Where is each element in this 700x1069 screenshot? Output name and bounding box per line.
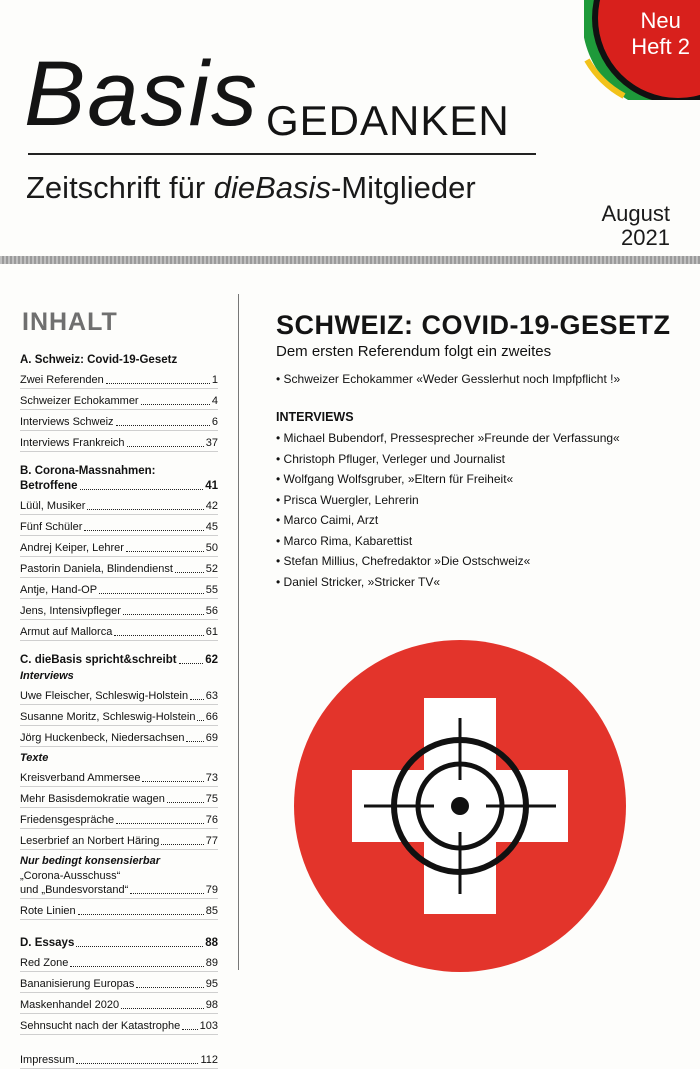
- toc-section-b: [20, 464, 218, 641]
- cover-teaser: • Schweizer Echokammer «Weder Gesslerhut noch Impfpflicht !»: [276, 372, 621, 386]
- toc-entry-title: und „Bundesvorstand“: [20, 884, 129, 896]
- cover-story: [276, 310, 686, 592]
- toc-entry-title: Interviews Schweiz: [20, 416, 114, 428]
- toc-section-title: B. Corona-Massnahmen:: [20, 465, 156, 477]
- toc-entry-page: 37: [205, 437, 218, 449]
- issue-date: [602, 202, 671, 250]
- toc-entry[interactable]: [20, 771, 218, 787]
- magazine-subtitle: [26, 170, 476, 206]
- masthead-rule: [28, 153, 536, 155]
- toc-entry-title: Susanne Moritz, Schleswig-Holstein: [20, 711, 196, 723]
- toc-subheading: Nur bedingt konsensierbar: [20, 855, 160, 867]
- toc-entry-title: Jens, Intensivpfleger: [20, 605, 121, 617]
- toc-entry[interactable]: [20, 710, 218, 726]
- badge-line-new: Neu: [640, 8, 681, 33]
- toc-entry-title: Jörg Huckenbeck, Niedersachsen: [20, 732, 185, 744]
- toc-entry-title: Red Zone: [20, 957, 69, 969]
- header-divider: [0, 256, 700, 264]
- interview-item: • Michael Bubendorf, Pressesprecher »Freunde der Verfassung«: [276, 431, 620, 445]
- toc-entry-title: Antje, Hand-OP: [20, 584, 98, 596]
- toc-entry-page: 79: [205, 884, 218, 896]
- toc-entry-page: 89: [205, 957, 218, 969]
- toc-entry-page: 88: [205, 937, 218, 949]
- toc-section-entry[interactable]: [20, 479, 218, 494]
- masthead-gedanken: GEDANKEN: [266, 97, 510, 144]
- toc-entry[interactable]: [20, 415, 218, 431]
- toc-subheading: Texte: [20, 752, 49, 764]
- toc-entry[interactable]: [20, 883, 218, 899]
- toc-entry-page: 4: [211, 395, 218, 407]
- toc-entry[interactable]: [20, 792, 218, 808]
- toc-entry[interactable]: [20, 604, 218, 620]
- toc-entry-page: 62: [205, 654, 218, 666]
- interviews-heading: INTERVIEWS: [276, 410, 354, 424]
- toc-entry-title: Mehr Basisdemokratie wagen: [20, 793, 165, 805]
- swiss-cross-crosshair-icon: [294, 630, 670, 1006]
- toc-entry[interactable]: [20, 541, 218, 557]
- toc-entry-title: Friedensgespräche: [20, 814, 115, 826]
- subtitle-brand: dieBasis: [213, 170, 331, 205]
- interview-item: • Christoph Pfluger, Verleger und Journalist: [276, 451, 505, 466]
- toc-entry-title: C. dieBasis spricht&schreibt: [20, 654, 177, 666]
- toc-entry-title: Betroffene: [20, 480, 78, 492]
- toc-entry-page: 6: [211, 416, 218, 428]
- toc-impressum[interactable]: [20, 1053, 218, 1069]
- toc-entry-page: 85: [205, 905, 218, 917]
- toc-entry[interactable]: [20, 520, 218, 536]
- toc-entry-page: 76: [205, 814, 218, 826]
- toc-entry-title: D. Essays: [20, 937, 75, 949]
- toc-entry[interactable]: [20, 813, 218, 829]
- interview-item: • Stefan Millius, Chefredaktor »Die Ostschweiz«: [276, 554, 531, 568]
- cover-headline: SCHWEIZ: COVID-19-GESETZ: [276, 310, 671, 340]
- toc-multiline-line1: „Corona-Ausschuss“: [20, 870, 121, 882]
- toc-entry[interactable]: [20, 1019, 218, 1035]
- toc-entry-title: Andrej Keiper, Lehrer: [20, 542, 124, 554]
- toc-entry-page: 75: [205, 793, 218, 805]
- subtitle-pre: Zeitschrift für: [26, 170, 214, 205]
- toc-entry-page: 52: [205, 563, 218, 575]
- issue-year: 2021: [621, 225, 670, 250]
- toc-subheading: Interviews: [20, 670, 74, 682]
- table-of-contents: [20, 300, 218, 1069]
- toc-entry-page: 50: [205, 542, 218, 554]
- interview-item: • Daniel Stricker, »Stricker TV«: [276, 574, 441, 589]
- toc-entry-title: Fünf Schüler: [20, 521, 83, 533]
- toc-entry[interactable]: [20, 583, 218, 599]
- toc-section-c: [20, 653, 218, 920]
- subtitle-post: -Mitglieder: [330, 170, 476, 205]
- toc-entry-page: 69: [205, 732, 218, 744]
- toc-entry-page: 41: [205, 480, 218, 492]
- toc-entry[interactable]: [20, 731, 218, 747]
- new-issue-badge: [584, 0, 700, 100]
- toc-entry-title: Impressum: [20, 1054, 75, 1066]
- toc-entry-title: Interviews Frankreich: [20, 437, 125, 449]
- badge-line-issue: Heft 2: [631, 34, 690, 59]
- toc-entry-title: Schweizer Echokammer: [20, 395, 139, 407]
- toc-entry[interactable]: [20, 373, 218, 389]
- toc-entry[interactable]: [20, 436, 218, 452]
- toc-entry-title: Kreisverband Ammersee: [20, 772, 141, 784]
- toc-entry-page: 98: [205, 999, 218, 1011]
- toc-entry[interactable]: [20, 689, 218, 705]
- toc-section-title: A. Schweiz: Covid-19-Gesetz: [20, 354, 178, 366]
- toc-entry-title: Bananisierung Europas: [20, 978, 135, 990]
- toc-entry-page: 55: [205, 584, 218, 596]
- toc-entry-page: 61: [205, 626, 218, 638]
- badge-text: [631, 8, 690, 60]
- toc-entry-title: Maskenhandel 2020: [20, 999, 120, 1011]
- cover-subheadline: Dem ersten Referendum folgt ein zweites: [276, 343, 552, 360]
- toc-entry-title: Zwei Referenden: [20, 374, 104, 386]
- toc-entry-title: Lüül, Musiker: [20, 500, 86, 512]
- toc-entry-title: Armut auf Mallorca: [20, 626, 113, 638]
- toc-entry-title: Rote Linien: [20, 905, 76, 917]
- masthead-basis: Basis: [24, 43, 259, 145]
- toc-entry[interactable]: [20, 834, 218, 850]
- toc-entry[interactable]: [20, 998, 218, 1014]
- toc-entry-title: Leserbrief an Norbert Häring: [20, 835, 160, 847]
- toc-section-a: [20, 353, 218, 452]
- issue-month: August: [601, 201, 670, 226]
- toc-entry-page: 1: [211, 374, 218, 386]
- toc-entry-page: 45: [205, 521, 218, 533]
- toc-entry-title: Uwe Fleischer, Schleswig-Holstein: [20, 690, 189, 702]
- interview-item: • Prisca Wuergler, Lehrerin: [276, 492, 419, 507]
- toc-entry-page: 95: [205, 978, 218, 990]
- toc-entry[interactable]: [20, 562, 218, 578]
- toc-entry-title: Sehnsucht nach der Katastrophe: [20, 1020, 181, 1032]
- toc-entry[interactable]: [20, 625, 218, 641]
- toc-entry-page: 73: [205, 772, 218, 784]
- toc-entry[interactable]: [20, 904, 218, 920]
- toc-section-entry[interactable]: [20, 936, 218, 951]
- toc-entry[interactable]: [20, 977, 218, 993]
- toc-entry-page: 56: [205, 605, 218, 617]
- toc-entry-title: Pastorin Daniela, Blindendienst: [20, 563, 173, 575]
- toc-entry[interactable]: [20, 394, 218, 410]
- toc-entry-page: 112: [200, 1054, 218, 1066]
- column-divider: [238, 294, 239, 970]
- toc-entry-page: 63: [205, 690, 218, 702]
- toc-entry-page: 66: [205, 711, 218, 723]
- interview-item: • Marco Rima, Kabarettist: [276, 533, 413, 548]
- interview-item: • Wolfgang Wolfsgruber, »Eltern für Freiheit«: [276, 472, 514, 486]
- toc-entry[interactable]: [20, 956, 218, 972]
- toc-heading: INHALT: [22, 308, 118, 336]
- interviews-list: [276, 428, 686, 592]
- toc-entry[interactable]: [20, 499, 218, 515]
- toc-entry-page: 77: [205, 835, 218, 847]
- toc-entry-page: 103: [199, 1020, 218, 1032]
- toc-entry-page: 42: [205, 500, 218, 512]
- interview-item: • Marco Caimi, Arzt: [276, 513, 379, 527]
- toc-section-d: [20, 936, 218, 1035]
- toc-section-entry[interactable]: [20, 653, 218, 668]
